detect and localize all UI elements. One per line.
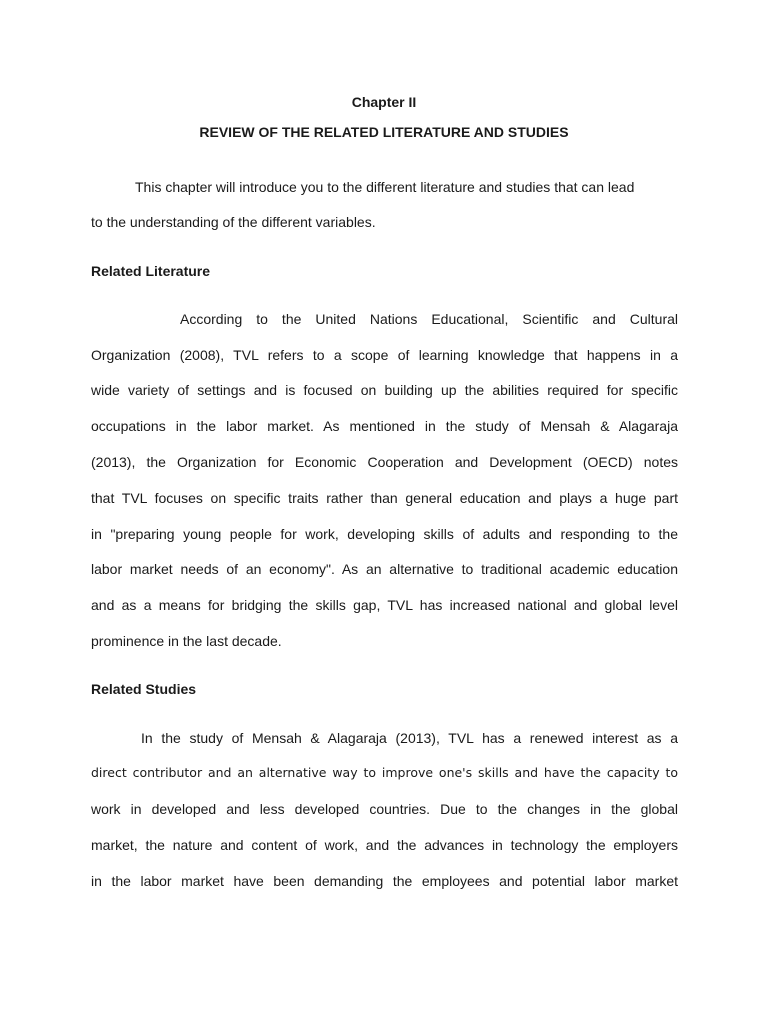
paragraph-line: According to the United Nations Educational, Scientific and Cultural (180, 311, 678, 327)
paragraph-line: that TVL focuses on specific traits rather than general education and plays a huge part (91, 490, 678, 506)
chapter-label: Chapter II (351, 94, 417, 110)
section-heading-related-literature: Related Literature (91, 263, 211, 279)
intro-line: to the understanding of the different variables. (91, 214, 376, 230)
paragraph-line: and as a means for bridging the skills gap, TVL has increased national and global level (91, 597, 678, 613)
paragraph-line: direct contributor and an alternative way to improve one's skills and have the capacity to (91, 765, 678, 780)
paragraph-line: occupations in the labor market. As mentioned in the study of Mensah & Alagaraja (91, 418, 678, 434)
intro-line: This chapter will introduce you to the different literature and studies that can lead (135, 179, 635, 195)
paragraph-line: labor market needs of an economy". As an alternative to traditional academic education (91, 561, 678, 577)
paragraph-line: in "preparing young people for work, developing skills of adults and responding to the (91, 526, 678, 542)
paragraph-line: Organization (2008), TVL refers to a scope of learning knowledge that happens in a (91, 347, 678, 363)
paragraph-line: wide variety of settings and is focused on building up the abilities required for specific (91, 382, 678, 398)
section-heading-related-studies: Related Studies (91, 681, 197, 697)
paragraph-line: In the study of Mensah & Alagaraja (2013), TVL has a renewed interest as a (141, 730, 678, 746)
paragraph-line: in the labor market have been demanding the employees and potential labor market (91, 873, 678, 889)
paragraph-line: (2013), the Organization for Economic Cooperation and Development (OECD) notes (91, 454, 678, 470)
paragraph-line: market, the nature and content of work, and the advances in technology the employers (91, 837, 678, 853)
paragraph-line: work in developed and less developed countries. Due to the changes in the global (91, 801, 678, 817)
paragraph-line: prominence in the last decade. (91, 633, 282, 649)
chapter-title: REVIEW OF THE RELATED LITERATURE AND STUDIES (199, 124, 569, 140)
